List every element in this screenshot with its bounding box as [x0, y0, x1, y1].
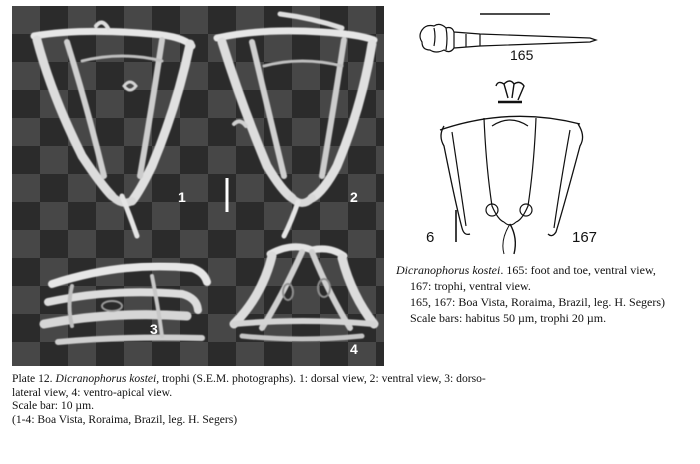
sem-label-4: 4: [350, 341, 358, 357]
line-drawings: [400, 6, 700, 256]
drawing-caption-line-4: Scale bars: habitus 50 µm, trophi 20 µm.: [410, 311, 607, 325]
sem-label-3: 3: [150, 321, 158, 337]
sem-caption-line-3: Scale bar: 10 µm.: [12, 399, 95, 413]
sem-caption-line-2: lateral view, 4: ventro-apical view.: [12, 385, 173, 399]
fig-165-foot-toe: [420, 14, 596, 52]
fig-165-label: 165: [510, 47, 534, 63]
drawing-caption-line-3: 165, 167: Boa Vista, Roraima, Brazil, leg. H. Segers): [410, 295, 666, 309]
drawing-caption-line-1: [396, 262, 700, 278]
fig-6-label: 6: [426, 229, 435, 246]
fig-167-trophi: [440, 81, 583, 254]
sem-caption-line-4: (1-4: Boa Vista, Roraima, Brazil, leg. H. Segers): [12, 412, 238, 426]
sem-caption: [12, 372, 612, 426]
drawing-caption-line-2: 167: trophi, ventral view.: [410, 279, 531, 293]
line-drawing-illustration: [400, 6, 700, 256]
sem-photo-illustration: [12, 6, 384, 366]
sem-caption-line-1: [12, 372, 612, 386]
drawing-caption: [396, 262, 700, 326]
drawing-caption-species: Dicranophorus kostei: [396, 263, 501, 277]
fig-167-label: 167: [572, 229, 598, 246]
sem-caption-species: Dicranophorus kostei: [55, 372, 157, 385]
sem-caption-line-1-rest: , trophi (S.E.M. photographs). 1: dorsal view, 2: ventral view, 3: dorso-: [156, 372, 486, 385]
sem-label-2: 2: [350, 189, 358, 205]
sem-photo-plate: [12, 6, 384, 366]
sem-label-1: 1: [178, 189, 186, 205]
drawing-caption-line-1-rest: . 165: foot and toe, ventral view,: [500, 263, 656, 277]
sem-caption-prefix: Plate 12.: [12, 372, 53, 385]
